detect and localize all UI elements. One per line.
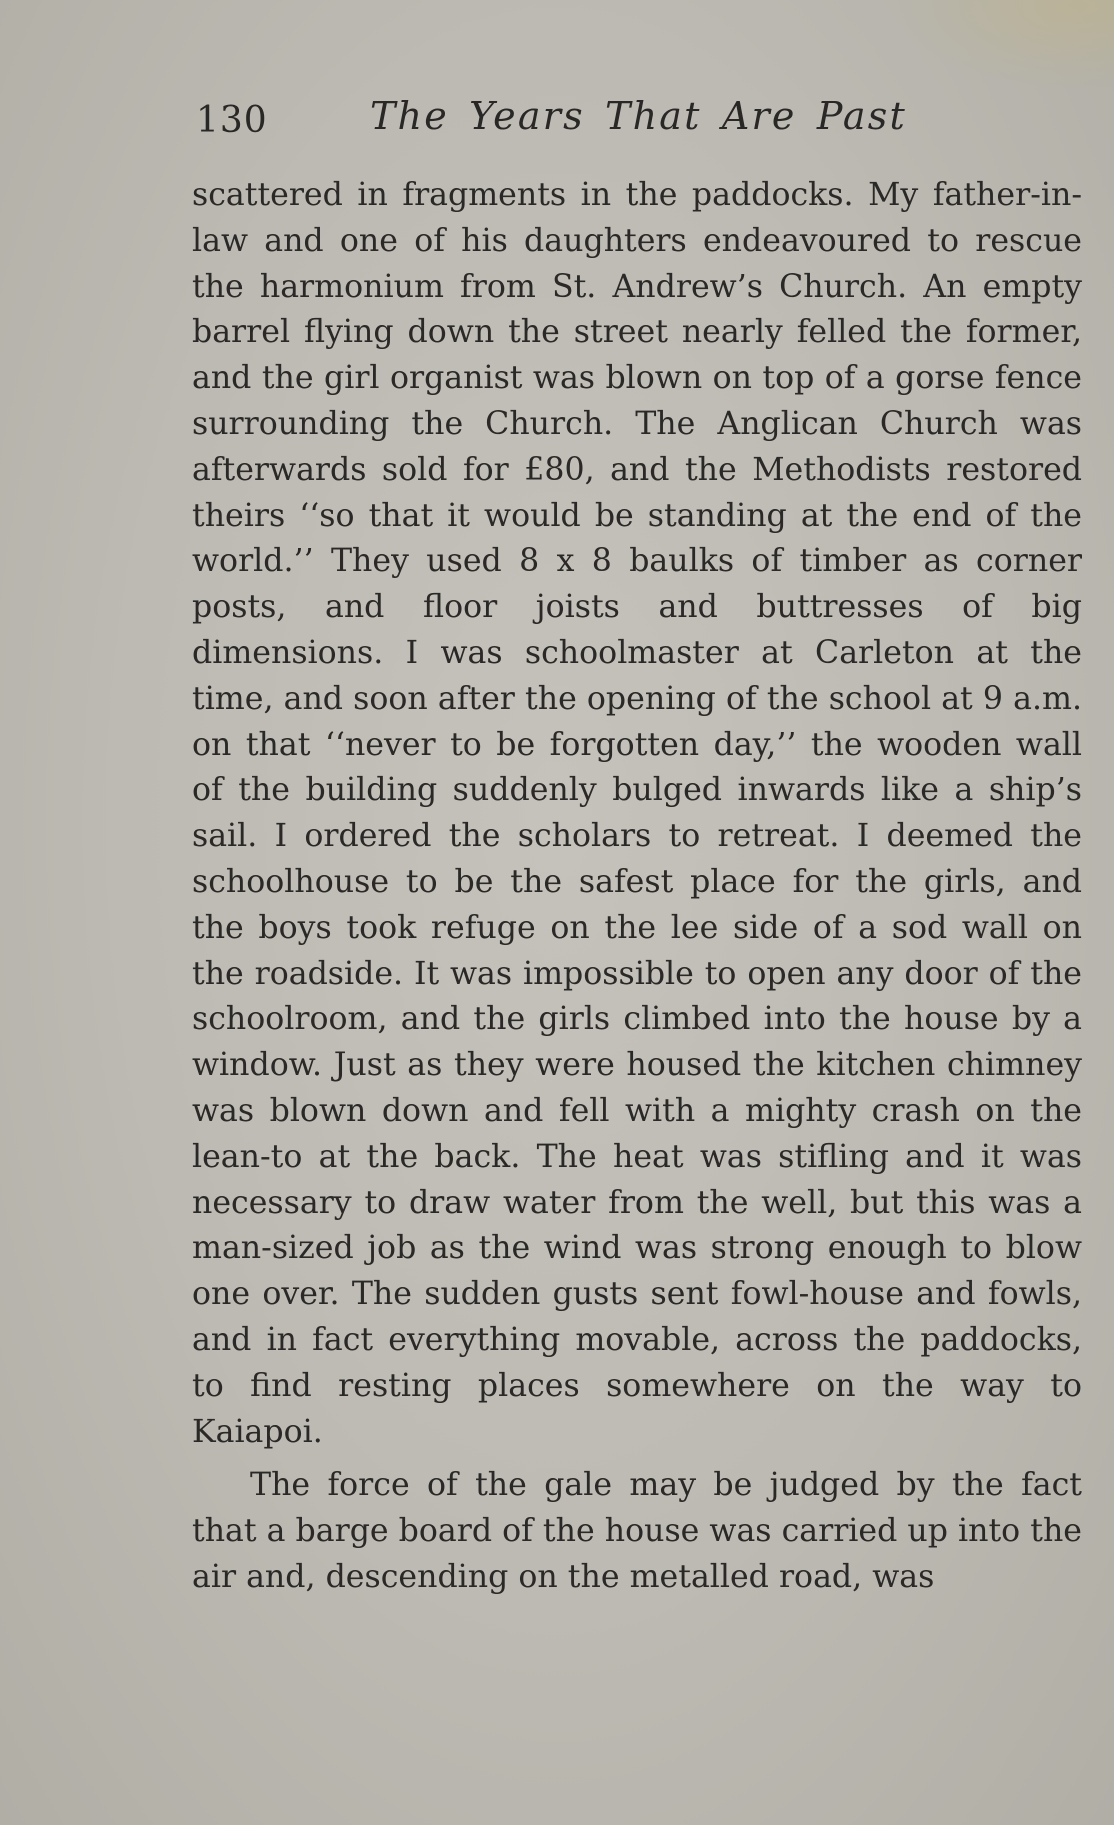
paragraph: The force of the gale may be judged by the fact that a barge board of the house was carried up into the air and, descending on the metalled road, was bbox=[192, 1467, 1082, 1595]
page-header bbox=[192, 88, 1080, 148]
page-body bbox=[192, 173, 1082, 1601]
paper-stain bbox=[894, 0, 1114, 90]
running-title: The Years That Are Past bbox=[370, 94, 907, 138]
page-number: 130 bbox=[196, 100, 268, 141]
paragraph: scattered in fragments in the paddocks. My father-in-law and one of his daughters endeavoured to rescue the harmonium from St. Andrew’s Church. An empty barrel flying down the street nearly felled the former, and the girl organist was blown on top of a gorse fence surrounding the Church. The Anglican Church was afterwards sold for £80, and the Methodists restored theirs ‘‘so that it would be standing at the end of the world.’’ They used 8 x 8 baulks of timber as corner posts, and floor joists and buttresses of big dimensions. I was schoolmaster at Carleton at the time, and soon after the opening of the school at 9 a.m. on that ‘‘never to be forgotten day,’’ the wooden wall of the building suddenly bulged inwards like a ship’s sail. I ordered the scholars to retreat. I deemed the schoolhouse to be the safest place for the girls, and the boys took refuge on the lee side of a sod wall on the roadside. It was impossible to open any door of the schoolroom, and the girls climbed into the house by a window. Just as they were housed the kitchen chimney was blown down and fell with a mighty crash on the lean-to at the back. The heat was stifling and it was necessary to draw water from the well, but this was a man-sized job as the wind was strong enough to blow one over. The sudden gusts sent fowl-house and fowls, and in fact everything movable, across the paddocks, to find resting places somewhere on the way to Kaiapoi. bbox=[192, 177, 1082, 1450]
